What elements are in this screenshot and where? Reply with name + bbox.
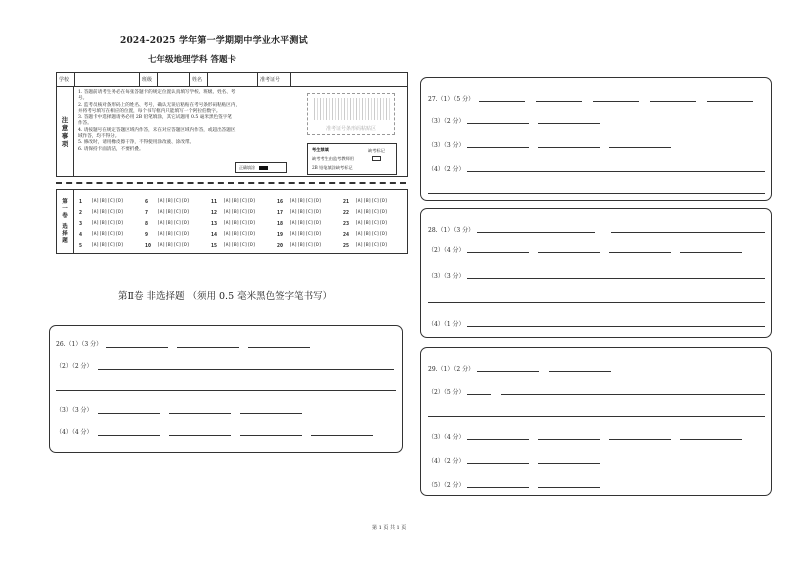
choice-options[interactable]: [A][B][C][D] — [157, 232, 190, 237]
choice-item-2[interactable] — [79, 207, 145, 218]
choice-number: 20 — [277, 242, 284, 249]
choice-item-18[interactable] — [277, 218, 343, 229]
q28-part2-label: （2）（4 分） — [428, 247, 465, 254]
choice-item-16[interactable] — [277, 196, 343, 207]
choice-number: 18 — [277, 220, 284, 227]
q29-part3-answer-4[interactable] — [680, 439, 742, 440]
q27-part3-answer-1[interactable] — [467, 147, 529, 148]
choice-number: 15 — [211, 242, 218, 249]
choice-item-7[interactable] — [145, 207, 211, 218]
choice-number: 22 — [343, 209, 350, 216]
q27-part3-label: （3）（3 分） — [428, 142, 465, 149]
q26-part4-label: （4）（4 分） — [56, 429, 93, 436]
q26-part1-answer-2[interactable] — [177, 347, 239, 348]
choice-number: 7 — [145, 209, 149, 216]
q26-part2-label: （2）（2 分） — [56, 363, 93, 370]
q29-part2-answer-2[interactable] — [501, 394, 765, 395]
choice-item-20[interactable] — [277, 240, 343, 251]
class-label: 班级 — [140, 73, 158, 86]
q28-part2-answer-2[interactable] — [538, 252, 600, 253]
choice-row — [79, 240, 409, 251]
sheet-title: 2024-2025 学年第一学期期中学业水平测试 — [120, 36, 308, 46]
q26-part1-label: 26.（1）（3 分） — [56, 341, 103, 348]
choice-item-13[interactable] — [211, 218, 277, 229]
barcode-icon — [314, 98, 390, 120]
choice-item-19[interactable] — [277, 229, 343, 240]
choice-options[interactable]: [A][B][C][D] — [91, 210, 124, 215]
choice-item-10[interactable] — [145, 240, 211, 251]
q29-part2-answer-1[interactable] — [467, 394, 491, 395]
choice-number: 14 — [211, 231, 218, 238]
q27-part4-answer-1[interactable] — [467, 171, 765, 172]
choice-options[interactable]: [A][B][C][D] — [223, 221, 256, 226]
choice-number: 11 — [211, 198, 218, 205]
choice-item-9[interactable] — [145, 229, 211, 240]
name-label: 姓名 — [190, 73, 208, 86]
absent-mark-box[interactable] — [372, 156, 381, 161]
choice-item-21[interactable] — [343, 196, 409, 207]
choice-number: 25 — [343, 242, 350, 249]
choice-number: 4 — [79, 231, 83, 238]
choice-options[interactable]: [A][B][C][D] — [289, 199, 322, 204]
choice-label: 第 一 卷 选 择 题 — [57, 190, 74, 253]
q27-part2-label: （3）（2 分） — [428, 118, 465, 125]
choice-options[interactable]: [A][B][C][D] — [289, 243, 322, 248]
q28-part1-answer-2[interactable] — [611, 232, 765, 233]
q26-part4-answer-1[interactable] — [98, 435, 160, 436]
choice-number: 1 — [79, 198, 83, 205]
choice-number: 13 — [211, 220, 218, 227]
choice-number: 2 — [79, 209, 83, 216]
choice-item-17[interactable] — [277, 207, 343, 218]
choice-options[interactable]: [A][B][C][D] — [157, 243, 190, 248]
choice-number: 5 — [79, 242, 83, 249]
filled-block-icon — [259, 166, 268, 170]
choice-options[interactable]: [A][B][C][D] — [91, 221, 124, 226]
q26-part3-label: （3）（3 分） — [56, 407, 93, 414]
choice-options[interactable]: [A][B][C][D] — [355, 210, 388, 215]
q28-part3-answer-1[interactable] — [467, 278, 765, 279]
q26-part2-answer-1[interactable] — [98, 369, 394, 370]
choice-options[interactable]: [A][B][C][D] — [355, 221, 388, 226]
choice-item-5[interactable] — [79, 240, 145, 251]
choice-options[interactable]: [A][B][C][D] — [355, 199, 388, 204]
choice-number: 6 — [145, 198, 149, 205]
question-26-box — [49, 325, 403, 453]
choice-row — [79, 196, 409, 207]
exam-number-field[interactable] — [291, 73, 407, 86]
q26-part4-answer-4[interactable] — [311, 435, 373, 436]
q27-part1-answer-2[interactable] — [536, 101, 582, 102]
q29-part1-answer-2[interactable] — [549, 371, 611, 372]
choice-options[interactable]: [A][B][C][D] — [223, 210, 256, 215]
name-field[interactable] — [208, 73, 258, 86]
choice-number: 10 — [145, 242, 152, 249]
q29-part5-answer-1[interactable] — [467, 487, 529, 488]
q28-part3-answer-2[interactable] — [428, 302, 765, 303]
class-field[interactable] — [158, 73, 190, 86]
choice-options[interactable]: [A][B][C][D] — [223, 232, 256, 237]
q29-part4-answer-1[interactable] — [467, 463, 529, 464]
q26-part3-answer-3[interactable] — [240, 413, 302, 414]
choice-options[interactable]: [A][B][C][D] — [157, 210, 190, 215]
choice-number: 12 — [211, 209, 218, 216]
q29-part4-answer-2[interactable] — [538, 463, 600, 464]
q29-part3-label: （3）（4 分） — [428, 434, 465, 441]
q29-part3-answer-1[interactable] — [467, 439, 529, 440]
q27-part4-answer-2[interactable] — [428, 193, 765, 194]
question-27-box — [420, 77, 772, 201]
choice-number: 23 — [343, 220, 350, 227]
q28-part4-label: （4）（1 分） — [428, 321, 465, 328]
q26-part4-answer-3[interactable] — [240, 435, 302, 436]
q26-part4-answer-2[interactable] — [169, 435, 231, 436]
choice-options[interactable]: [A][B][C][D] — [289, 232, 322, 237]
q29-part1-label: 29.（1）（2 分） — [428, 366, 475, 373]
choice-options[interactable]: [A][B][C][D] — [91, 243, 124, 248]
choice-item-4[interactable] — [79, 229, 145, 240]
choice-item-12[interactable] — [211, 207, 277, 218]
q26-part1-answer-3[interactable] — [248, 347, 310, 348]
choice-options[interactable]: [A][B][C][D] — [91, 232, 124, 237]
q27-part2-answer-1[interactable] — [467, 123, 529, 124]
q26-part3-answer-1[interactable] — [98, 413, 160, 414]
q27-part3-answer-2[interactable] — [538, 147, 600, 148]
notice-label: 注 意 事 项 — [57, 87, 74, 176]
question-29-box — [420, 347, 772, 496]
notice-section — [56, 87, 408, 177]
q27-part1-answer-4[interactable] — [650, 101, 696, 102]
q26-part1-answer-1[interactable] — [106, 347, 168, 348]
question-28-box — [420, 208, 772, 338]
choice-item-11[interactable] — [211, 196, 277, 207]
choice-number: 3 — [79, 220, 83, 227]
school-field[interactable] — [75, 73, 140, 86]
choice-options[interactable]: [A][B][C][D] — [157, 199, 190, 204]
choice-options[interactable]: [A][B][C][D] — [355, 243, 388, 248]
choice-number: 19 — [277, 231, 284, 238]
choice-grid — [79, 196, 409, 251]
choice-row — [79, 218, 409, 229]
choice-item-3[interactable] — [79, 218, 145, 229]
choice-number: 16 — [277, 198, 284, 205]
q28-part3-label: （3）（3 分） — [428, 273, 465, 280]
school-label: 学校 — [57, 73, 75, 86]
q28-part2-answer-1[interactable] — [467, 252, 529, 253]
q29-part5-answer-2[interactable] — [538, 487, 600, 488]
page-footer: 第 1 页 共 1 页 — [372, 525, 407, 531]
q28-part4-answer-1[interactable] — [467, 326, 765, 327]
choice-item-24[interactable] — [343, 229, 409, 240]
examiner-only-box: 考生禁填 缺考标记 缺考考生由监考教师用 2B 铅笔填涂缺考标记 — [307, 143, 397, 175]
choice-row — [79, 229, 409, 240]
q27-part1-answer-5[interactable] — [707, 101, 753, 102]
q27-part1-answer-3[interactable] — [593, 101, 639, 102]
q27-part1-answer-1[interactable] — [479, 101, 525, 102]
q28-part1-answer-1[interactable] — [477, 232, 595, 233]
choice-number: 9 — [145, 231, 149, 238]
student-info-row — [56, 72, 408, 87]
choice-options[interactable]: [A][B][C][D] — [91, 199, 124, 204]
cut-line — [56, 182, 406, 184]
q29-part4-label: （4）（2 分） — [428, 458, 465, 465]
barcode-area: 准考证号条形码粘贴区 — [307, 93, 395, 135]
q27-part1-label: 27.（1）（5 分） — [428, 96, 475, 103]
notice-text: 1. 答题前请考生务必在每张答题卡的规定位置认真填写学校、班级、姓名、考 号。 2. 监考员核对条形码上的姓名、考号，确认无误后粘贴在考号条形码粘贴区内， 并将考号填写在相应的位置，每个书写框内只能填写一个阿拉伯数字。 3. 答题卡中选择题请务必用 2B 铅笔填涂，其它试题用 0.5 毫米黑色签字笔 作答。 4. 请按题号在规定答题区域内作答，未在对应答题区域内作答，或超出答题区 域作答，均不得分。 5. 修改时，请用橡皮擦干净，不得使用涂改液、涂改带。 6. 请保持卡面清洁，不要折叠。 — [78, 90, 241, 152]
q28-part1-label: 28.（1）（3 分） — [428, 227, 475, 234]
choice-options[interactable]: [A][B][C][D] — [289, 221, 322, 226]
choice-options[interactable]: [A][B][C][D] — [223, 243, 256, 248]
choice-item-8[interactable] — [145, 218, 211, 229]
choice-section — [56, 189, 408, 254]
q29-part2-label: （2）（5 分） — [428, 389, 465, 396]
q27-part4-label: （4）（2 分） — [428, 166, 465, 173]
choice-options[interactable]: [A][B][C][D] — [289, 210, 322, 215]
choice-item-22[interactable] — [343, 207, 409, 218]
q28-part2-answer-3[interactable] — [609, 252, 671, 253]
choice-item-14[interactable] — [211, 229, 277, 240]
choice-number: 17 — [277, 209, 284, 216]
choice-item-23[interactable] — [343, 218, 409, 229]
q27-part2-answer-2[interactable] — [538, 123, 600, 124]
q29-part1-answer-1[interactable] — [477, 371, 539, 372]
part2-title: 第Ⅱ卷 非选择题 （须用 0.5 毫米黑色签字笔书写） — [118, 291, 333, 302]
q29-part3-answer-3[interactable] — [609, 439, 671, 440]
correct-fill-sample: 正确填涂 — [235, 162, 287, 173]
choice-number: 21 — [343, 198, 350, 205]
sheet-subtitle: 七年级地理学科 答题卡 — [148, 55, 236, 65]
choice-options[interactable]: [A][B][C][D] — [223, 199, 256, 204]
q27-part3-answer-3[interactable] — [609, 147, 671, 148]
choice-item-15[interactable] — [211, 240, 277, 251]
choice-number: 24 — [343, 231, 350, 238]
q28-part2-answer-4[interactable] — [680, 252, 742, 253]
q29-part3-answer-2[interactable] — [538, 439, 600, 440]
choice-item-1[interactable] — [79, 196, 145, 207]
choice-row — [79, 207, 409, 218]
choice-item-25[interactable] — [343, 240, 409, 251]
q29-part5-label: （5）（2 分） — [428, 482, 465, 489]
choice-item-6[interactable] — [145, 196, 211, 207]
q29-part2-answer-3[interactable] — [428, 416, 765, 417]
exam-number-label: 准考证号 — [258, 73, 291, 86]
choice-number: 8 — [145, 220, 149, 227]
q26-part2-answer-2[interactable] — [56, 390, 396, 391]
q26-part3-answer-2[interactable] — [169, 413, 231, 414]
choice-options[interactable]: [A][B][C][D] — [157, 221, 190, 226]
choice-options[interactable]: [A][B][C][D] — [355, 232, 388, 237]
